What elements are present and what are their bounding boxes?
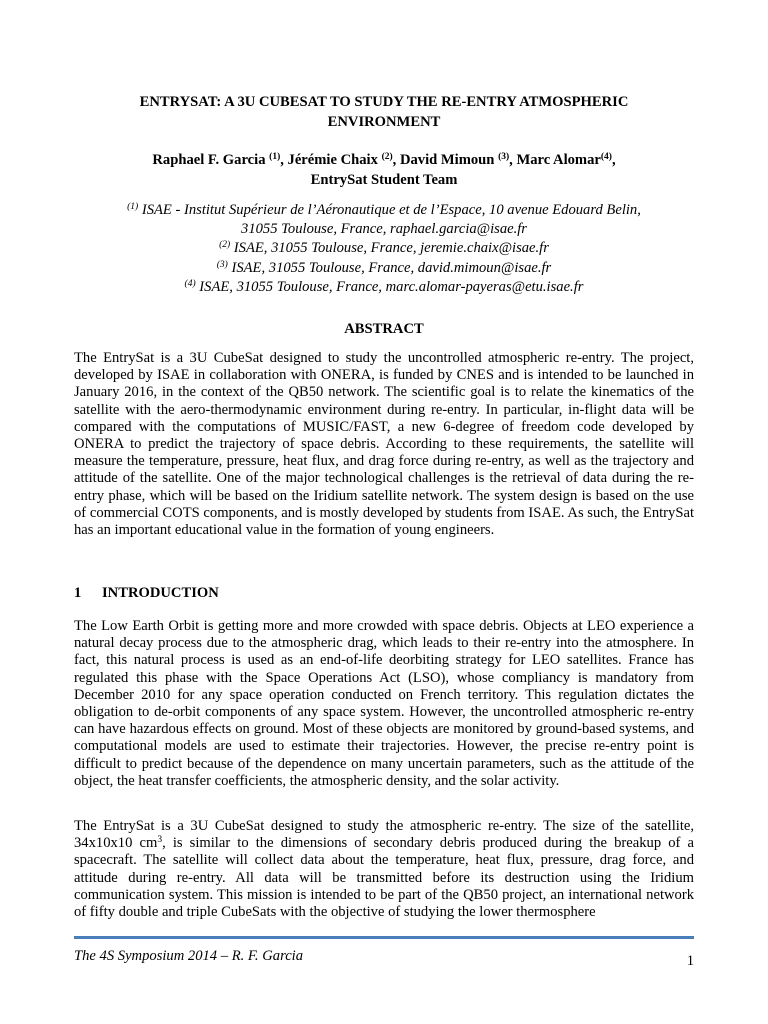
author-3-mark: (3) — [498, 152, 510, 162]
author-1-name: Raphael F. Garcia — [152, 152, 266, 168]
section-1-number: 1 — [74, 585, 82, 601]
affiliation-3 — [74, 259, 694, 278]
intro-paragraph-2 — [74, 818, 694, 921]
abstract-heading: ABSTRACT — [344, 321, 424, 337]
intro-paragraph-2-part-2: , is similar to the dimensions of secondary debris produced during the breakup of a spacecraft. The satellite will collect data about the temperature, heat flux, pressure, drag force, and attitude during re-entry. All data will be transmitted before its destruction using the Iridium communication system. This mission is intended to be part of the QB50 project, an international network of fifty double and triple CubeSats with the objective of studying the lower thermosphere — [74, 835, 694, 921]
author-3-name: David Mimoun — [399, 152, 495, 168]
author-list — [74, 150, 694, 190]
intro-paragraph-1: The Low Earth Orbit is getting more and more crowded with space debris. Objects at LEO experience a natural decay process due to the atmospheric drag, which leads to their re-entry into the atmosphere. In fact, this natural process is used as an end-of-life deorbiting strategy for LEO satellites. France has regulated this phase with the Space Operations Act (LSO), whose compliancy is mandatory from December 2010 for any space operation conducted on French territory. This regulation dictates the obligation to de-orbit components of any space system. However, the uncontrolled atmospheric re-entry can have hazardous effects on ground. Most of these objects are monitored by ground-based systems, and computational models are used to estimate their trajectories. However, the precise re-entry point is difficult to predict because of the dependence on many uncertain parameters, such as the attitude of the object, the heat transfer coefficients, the atmospheric density, and the solar activity. — [74, 618, 694, 789]
affiliations — [74, 201, 694, 297]
author-2-name: Jérémie Chaix — [287, 152, 378, 168]
affiliation-2-mark: (2) — [219, 240, 231, 251]
paper-title — [74, 92, 694, 132]
affiliation-3-line-1: ISAE, 31055 Toulouse, France, david.mimoun@isae.fr — [231, 259, 552, 276]
affiliation-2-line-1: ISAE, 31055 Toulouse, France, jeremie.chaix@isae.fr — [233, 240, 549, 257]
affiliation-4 — [74, 278, 694, 297]
affiliation-2 — [74, 239, 694, 258]
affiliation-1-line-1: ISAE - Institut Supérieur de l’Aéronautique et de l’Espace, 10 avenue Edouard Belin, — [141, 202, 641, 218]
title-line-2: ENVIRONMENT — [327, 114, 441, 130]
affiliation-1-line-2: 31055 Toulouse, France, raphael.garcia@isae.fr — [241, 221, 527, 238]
section-1-heading — [74, 583, 219, 603]
author-2-mark: (2) — [381, 152, 393, 162]
intro-paragraph-2-part-1: The EntrySat is a 3U CubeSat designed to study the atmospheric re-entry. The size of the satellite, 34x10x10 cm — [74, 818, 694, 852]
affiliation-3-mark: (3) — [216, 259, 228, 270]
author-names: Raphael F. Garcia $^{(1)}$, Jérémie Chaix $^{(2)}$, David Mimoun $^{(3)}$, Marc Alomar$^{(4)}$, — [152, 152, 616, 168]
section-1-title: INTRODUCTION — [102, 585, 219, 601]
affiliation-1 — [74, 201, 694, 239]
affiliation-1-mark: (1) — [127, 202, 139, 212]
title-line-1: ENTRYSAT: A 3U CUBESAT TO STUDY THE RE-ENTRY ATMOSPHERIC — [139, 94, 629, 110]
author-4-mark: (4) — [600, 152, 612, 162]
cubic-exponent: 3 — [157, 835, 163, 846]
abstract-text: The EntrySat is a 3U CubeSat designed to study the uncontrolled atmospheric re-entry. The project, developed by ISAE in collaboration with ONERA, is funded by CNES and is intended to be launched in January 2016, in the context of the QB50 network. The scientific goal is to relate the kinematics of the satellite with the aero-thermodynamic environment during re-entry. In particular, in-flight data will be compared with the computations of MUSIC/FAST, a new 6-degree of freedom code developed by ONERA to predict the trajectory of space debris. According to these requirements, the satellite will measure the temperature, pressure, heat flux, and drag force during re-entry, as well as the trajectory and attitude of the satellite. One of the major technological challenges is the retrieval of data during the re-entry phase, which will be based on the Iridium satellite network. The system design is based on the use of commercial COTS components, and is mostly developed by students from ISAE. As such, the EntrySat has an important educational value in the formation of young engineers. — [74, 350, 694, 539]
author-team: EntrySat Student Team — [310, 172, 458, 188]
affiliation-4-mark: (4) — [184, 278, 196, 289]
footer-conference: The 4S Symposium 2014 – R. F. Garcia — [74, 948, 304, 964]
author-4-name: Marc Alomar — [516, 152, 601, 168]
footer-rule — [74, 936, 694, 939]
page-number: 1 — [686, 953, 694, 969]
affiliation-4-line-1: ISAE, 31055 Toulouse, France, marc.alomar-payeras@etu.isae.fr — [199, 278, 584, 295]
author-1-mark: (1) — [269, 152, 281, 162]
